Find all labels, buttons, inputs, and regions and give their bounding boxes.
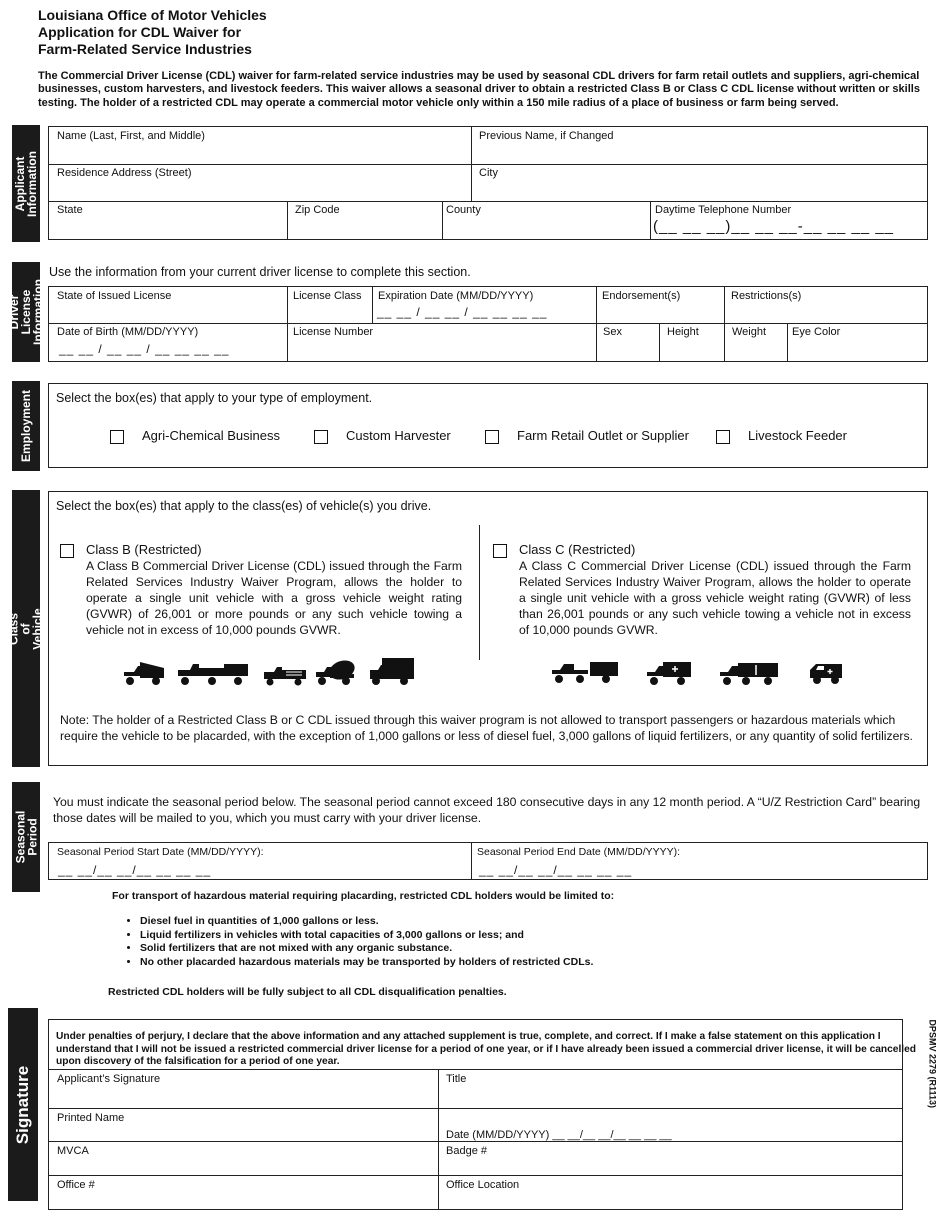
- height-field[interactable]: Height: [667, 326, 699, 338]
- seasonal-section: [48, 842, 928, 880]
- mvca-field[interactable]: MVCA: [57, 1145, 89, 1157]
- checkbox[interactable]: [716, 430, 730, 444]
- title-field[interactable]: Title: [446, 1073, 467, 1085]
- perjury-declaration: Under penalties of perjury, I declare that the above information and any attached supplement is true, complete, and correct. If I make a false statement on this application I understand that I will not be issued a restricted commercial driver license for a period of one year, or if I have already been issued a commercial driver license, it will be cancelled upon discovery of the falsification for a period of one year.: [56, 1031, 917, 1067]
- expiration-blank: __ __ / __ __ / __ __ __ __: [377, 305, 548, 319]
- hazmat-list: [112, 915, 593, 969]
- checkbox[interactable]: [314, 430, 328, 444]
- name-field[interactable]: Name (Last, First, and Middle): [57, 130, 205, 142]
- seasonal-start-blank: __ __/__ __/__ __ __ __: [58, 863, 212, 877]
- section-tab-employment: Employment: [12, 381, 40, 471]
- list-item: • Solid fertilizers that are not mixed with any organic substance.: [140, 942, 593, 956]
- vehicle-note: Note: The holder of a Restricted Class B or C CDL issued through this waiver program is not allowed to transport passengers or hazardous materials which require the vehicle to be placarded, with the exception of 1,000 gallons or less of diesel fuel, 3,000 gallons of liquid fertilizers, or any quantity of solid fertilizers.: [60, 713, 913, 743]
- section-tab-seasonal: Seasonal Period: [12, 782, 40, 892]
- list-item: • Liquid fertilizers in vehicles with total capacities of 3,000 gallons or less; and: [140, 929, 593, 943]
- endorsements-field[interactable]: Endorsement(s): [602, 290, 681, 302]
- flatbed-truck-icon: [262, 664, 308, 686]
- vehicle-instruction: Select the box(es) that apply to the class(es) of vehicle(s) you drive.: [56, 499, 432, 513]
- list-item: • No other placarded hazardous materials may be transported by holders of restricted CDLs.: [140, 956, 593, 970]
- dob-blank: __ __ / __ __ / __ __ __ __: [59, 342, 230, 356]
- section-tab-signature: Signature: [8, 1008, 38, 1201]
- state-field[interactable]: State: [57, 204, 83, 216]
- seasonal-start-field[interactable]: Seasonal Period Start Date (MM/DD/YYYY):: [57, 846, 264, 858]
- pickup-with-trailer-icon: [550, 658, 624, 686]
- checkbox[interactable]: [60, 544, 74, 558]
- delivery-truck-icon: [718, 660, 780, 686]
- expiration-date-field[interactable]: Expiration Date (MM/DD/YYYY): [378, 290, 534, 302]
- class-b-description: A Class B Commercial Driver License (CDL) issued through the Farm Related Services Industry Waiver Program, allows the holder to operate a single unit vehicle with a gross vehicle weight rating (GVWR) of 26,001 or more pounds or any such vehicle towing a vehicle not in excess of 10,000 pounds GVWR.: [86, 559, 462, 637]
- restrictions-field[interactable]: Restrictions(s): [731, 290, 802, 302]
- form-header: [38, 7, 267, 58]
- state-of-license-field[interactable]: State of Issued License: [57, 290, 172, 302]
- office-location-field[interactable]: Office Location: [446, 1179, 520, 1191]
- cement-mixer-icon: [314, 658, 356, 686]
- ambulance-icon: [645, 660, 693, 686]
- checkbox[interactable]: [493, 544, 507, 558]
- previous-name-field[interactable]: Previous Name, if Changed: [479, 130, 614, 142]
- applicant-section: [48, 126, 928, 240]
- seasonal-instruction: You must indicate the seasonal period below. The seasonal period cannot exceed 180 consecutive days in any 12 month period. A “U/Z Restriction Card” bearing those dates will be mailed to you, which you must carry with your driver license.: [53, 795, 921, 825]
- seasonal-end-field[interactable]: Seasonal Period End Date (MM/DD/YYYY):: [477, 846, 681, 858]
- box-truck-icon: [368, 656, 416, 686]
- employment-option-livestock-feeder[interactable]: Livestock Feeder: [716, 428, 847, 444]
- hazmat-heading: For transport of hazardous material requiring placarding, restricted CDL holders would be limited to:: [112, 890, 615, 902]
- date-of-birth-field[interactable]: Date of Birth (MM/DD/YYYY): [57, 326, 199, 338]
- applicant-signature-field[interactable]: Applicant’s Signature: [57, 1073, 161, 1085]
- license-section: [48, 286, 928, 362]
- office-number-field[interactable]: Office #: [57, 1179, 95, 1191]
- signature-date-field[interactable]: Date (MM/DD/YYYY) __ __/__ __/__ __ __ __: [446, 1129, 672, 1141]
- dump-truck-icon: [122, 660, 168, 686]
- phone-blank: (__ __ __)__ __ __-__ __ __ __: [653, 218, 895, 235]
- daytime-phone-field[interactable]: Daytime Telephone Number: [655, 204, 792, 216]
- city-field[interactable]: City: [479, 167, 498, 179]
- seasonal-end-blank: __ __/__ __/__ __ __ __: [479, 863, 633, 877]
- class-c-option[interactable]: Class C (Restricted): [493, 542, 635, 558]
- license-number-field[interactable]: License Number: [293, 326, 374, 338]
- class-b-option[interactable]: Class B (Restricted): [60, 542, 202, 558]
- license-instruction: Use the information from your current driver license to complete this section.: [49, 265, 471, 279]
- section-tab-license: Driver License Information: [12, 262, 40, 362]
- weight-field[interactable]: Weight: [732, 326, 767, 338]
- employment-option-custom-harvester[interactable]: Custom Harvester: [314, 428, 451, 444]
- header-line-3: Farm-Related Service Industries: [38, 41, 252, 57]
- employment-instruction: Select the box(es) that apply to your type of employment.: [56, 391, 373, 405]
- header-line-1: Louisiana Office of Motor Vehicles: [38, 7, 267, 23]
- residence-address-field[interactable]: Residence Address (Street): [57, 167, 192, 179]
- section-tab-applicant: Applicant Information: [12, 125, 40, 242]
- employment-option-farm-retail[interactable]: Farm Retail Outlet or Supplier: [485, 428, 689, 444]
- sex-field[interactable]: Sex: [603, 326, 622, 338]
- badge-field[interactable]: Badge #: [446, 1145, 487, 1157]
- employment-section: [48, 383, 928, 468]
- license-class-field[interactable]: License Class: [293, 290, 362, 302]
- penalties-text: Restricted CDL holders will be fully subject to all CDL disqualification penalties.: [108, 986, 507, 998]
- header-line-2: Application for CDL Waiver for: [38, 24, 242, 40]
- checkbox[interactable]: [110, 430, 124, 444]
- van-icon: [808, 662, 844, 686]
- tow-truck-icon: [176, 660, 250, 686]
- intro-paragraph: The Commercial Driver License (CDL) waiver for farm-related service industries may be used by seasonal CDL drivers for farm retail outlets and suppliers, agri-chemical businesses, custom harvesters, and livestock feeders. This waiver allows a seasonal driver to obtain a restricted Class B or Class C CDL license without written or skills testing. The holder of a restricted CDL may operate a commercial motor vehicle only within a 150 mile radius of a place of business or farm being served.: [38, 70, 920, 109]
- form-code: DPSMV 2279 (R1113): [928, 1019, 938, 1108]
- section-tab-vehicle: Class of Vehicle: [12, 490, 40, 767]
- list-item: • Diesel fuel in quantities of 1,000 gallons or less.: [140, 915, 593, 929]
- printed-name-field[interactable]: Printed Name: [57, 1112, 125, 1124]
- county-field[interactable]: County: [446, 204, 481, 216]
- eye-color-field[interactable]: Eye Color: [792, 326, 841, 338]
- zip-code-field[interactable]: Zip Code: [295, 204, 340, 216]
- class-c-description: A Class C Commercial Driver License (CDL) issued through the Farm Related Services Industry Waiver Program, allows the holder to operate a single unit vehicle with a gross vehicle weight rating (GVWR) of less than 26,001 pounds or any such vehicle towing a vehicle not in excess of 10,000 pounds GVWR.: [519, 559, 911, 637]
- checkbox[interactable]: [485, 430, 499, 444]
- employment-option-agri-chemical[interactable]: Agri-Chemical Business: [110, 428, 280, 444]
